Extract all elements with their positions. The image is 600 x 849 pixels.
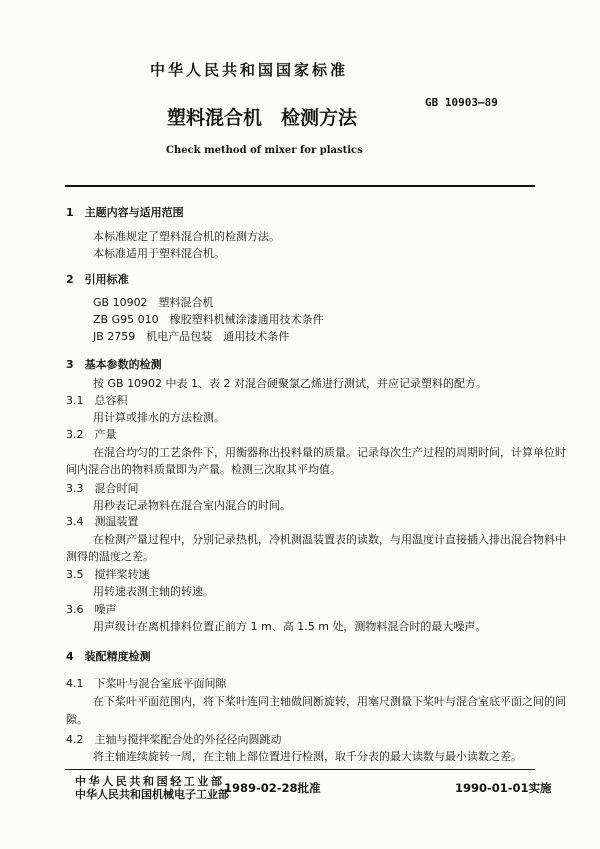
paragraph-line: 本标准规定了塑料混合机的检测方法。: [93, 230, 280, 243]
subsection-heading: 3.5 搅拌桨转速: [66, 568, 150, 581]
paragraph-line: 用计算或排水的方法检测。: [93, 411, 225, 424]
section-heading: 3 基本参数的检测: [66, 358, 162, 371]
document-title: 塑料混合机 检测方法: [167, 107, 358, 129]
header-divider: [65, 185, 535, 187]
subsection-heading: 3.2 产量: [66, 428, 117, 441]
paragraph-line: GB 10902 塑料混合机: [93, 296, 214, 309]
document-title-english: Check method of mixer for plastics: [166, 145, 363, 156]
section-heading: 4 装配精度检测: [66, 650, 151, 663]
paragraph-line: 用转速表测主轴的转速。: [93, 585, 214, 598]
national-standard-heading: 中华人民共和国国家标准: [150, 61, 349, 79]
issuer-2: 中华人民共和国机械电子工业部: [75, 788, 229, 801]
subsection-heading: 3.6 噪声: [66, 603, 117, 616]
paragraph-line: 按 GB 10902 中表 1、表 2 对混合硬聚氯乙烯进行测试，并应记录塑料的配方。: [93, 377, 488, 390]
paragraph-line: 在混合均匀的工艺条件下，用衡器称出投料量的质量。记录每次生产过程的周期时间，计算单位时: [93, 446, 566, 459]
issuer-1: 中华人民共和国轻工业部: [75, 775, 225, 788]
section-heading: 1 主题内容与适用范围: [66, 206, 184, 219]
paragraph-line: 间内混合出的物料质量即为产量。检测三次取其平均值。: [66, 463, 341, 476]
subsection-heading: 3.1 总容积: [66, 394, 128, 407]
footer-divider: [65, 769, 535, 770]
paragraph-line: 将主轴连续旋转一周，在主轴上部位置进行检测，取千分表的最大读数与最小读数之差。: [93, 750, 522, 763]
paragraph-line: 用秒表记录物料在混合室内混合的时间。: [93, 499, 291, 512]
subsection-heading: 4.1 下桨叶与混合室底平面间隙: [66, 677, 227, 690]
effective-date: 1990-01-01实施: [455, 781, 552, 795]
approval-date: 1989-02-28批准: [224, 781, 321, 795]
paragraph-line: 在下桨叶平面范围内，将下桨叶连同主轴做间断旋转，用塞尺测量下桨叶与混合室底平面之间的间: [93, 695, 566, 708]
paragraph-line: 隙。: [66, 713, 88, 726]
paragraph-line: 本标准适用于塑料混合机。: [93, 247, 225, 260]
section-heading: 2 引用标准: [66, 273, 129, 286]
paragraph-line: 用声级计在离机排料位置正前方 1 m、高 1.5 m 处，测物料混合时的最大噪声。: [93, 620, 487, 633]
subsection-heading: 3.4 测温装置: [66, 515, 139, 528]
subsection-heading: 3.3 混合时间: [66, 482, 139, 495]
subsection-heading: 4.2 主轴与搅拌桨配合处的外径径向圆跳动: [66, 733, 282, 746]
standard-number: GB 10903—89: [425, 96, 498, 109]
paragraph-line: 测得的温度之差。: [66, 550, 154, 563]
paragraph-line: ZB G95 010 橡胶塑料机械涂漆通用技术条件: [93, 313, 324, 326]
paragraph-line: JB 2759 机电产品包装 通用技术条件: [93, 330, 290, 343]
paragraph-line: 在检测产量过程中，分别记录热机，冷机测温装置表的读数，与用温度计直接插入排出混合物料中: [93, 533, 566, 546]
